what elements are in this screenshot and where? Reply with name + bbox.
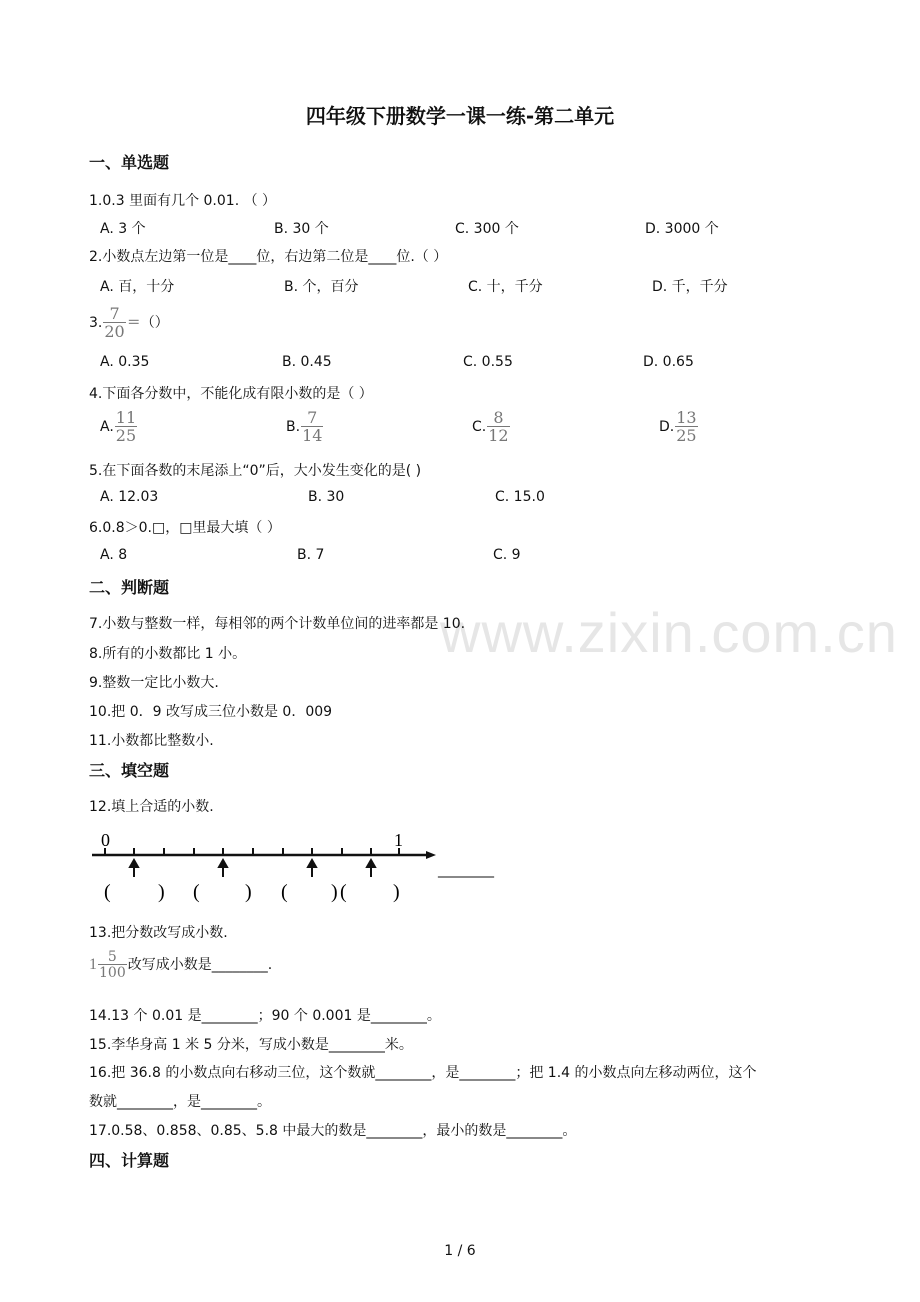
- q5-option-a: A. 12.03: [100, 489, 159, 505]
- page-title: 四年级下册数学一课一练-第二单元: [305, 104, 615, 128]
- number-line-zero-label: 0: [101, 830, 110, 850]
- q4-option-b-fraction: [301, 410, 323, 444]
- q13-whole-number: 1: [89, 956, 97, 973]
- question-5: 5.在下面各数的末尾添上“0”后，大小发生变化的是( ): [89, 463, 422, 479]
- section-heading-calculation: 四、计算题: [89, 1151, 170, 1170]
- q6-option-a: A. 8: [100, 547, 128, 563]
- watermark: www.zixin.com.cn: [440, 601, 898, 664]
- q4-option-a-numerator: 11: [115, 408, 137, 427]
- q4-option-d-fraction: [675, 410, 697, 444]
- q2-option-c: C. 十，千分: [468, 279, 543, 295]
- q4-option-d-numerator: 13: [676, 408, 697, 427]
- svg-text:): ): [331, 881, 338, 903]
- svg-text:(: (: [340, 881, 347, 903]
- q3-option-b: B. 0.45: [282, 354, 332, 370]
- q4-option-b-denominator: 14: [302, 426, 323, 445]
- q4-option-b: [286, 410, 324, 444]
- svg-text:(: (: [104, 881, 111, 903]
- question-17: 17.0.58、0.858、0.85、5.8 中最大的数是________，最小的数是________。: [89, 1123, 577, 1139]
- question-10: 10.把 0．9 改写成三位小数是 0．009: [89, 704, 333, 720]
- q4-option-b-numerator: 7: [307, 408, 318, 427]
- question-3: [89, 306, 169, 340]
- q3-numerator: 7: [109, 304, 120, 323]
- q6-option-c: C. 9: [493, 547, 521, 563]
- q4-option-d: [659, 410, 699, 444]
- q4-option-a: [100, 410, 138, 444]
- q1-option-a: A. 3 个: [100, 221, 146, 237]
- number-line-one-label: 1: [394, 830, 403, 850]
- q3-fraction: [103, 306, 125, 340]
- section-heading-fill-in: 三、填空题: [89, 761, 170, 780]
- number-line-pointer-arrows: [130, 860, 375, 877]
- number-line: [86, 826, 446, 906]
- question-7: 7.小数与整数一样，每相邻的两个计数单位间的进率都是 10.: [89, 616, 466, 632]
- q3-denominator: 20: [104, 322, 125, 341]
- q13-suffix: 改写成小数是________.: [127, 957, 273, 973]
- q4-option-a-label: A.: [100, 419, 114, 435]
- question-4: 4.下面各分数中，不能化成有限小数的是（ ）: [89, 386, 373, 402]
- q3-option-c: C. 0.55: [463, 354, 513, 370]
- q2-option-a: A. 百，十分: [100, 279, 175, 295]
- q4-option-d-label: D.: [659, 419, 675, 435]
- section-heading-true-false: 二、判断题: [89, 578, 170, 597]
- q13-expression: [89, 950, 272, 980]
- q4-option-a-denominator: 25: [115, 426, 137, 445]
- question-9: 9.整数一定比小数大.: [89, 675, 219, 691]
- section-heading-single-choice: 一、单选题: [89, 153, 170, 172]
- q3-option-d: D. 0.65: [643, 354, 694, 370]
- svg-text:): ): [158, 881, 165, 903]
- q3-option-a: A. 0.35: [100, 354, 150, 370]
- svg-text:): ): [393, 881, 400, 903]
- question-11: 11.小数都比整数小.: [89, 733, 214, 749]
- q5-option-b: B. 30: [308, 489, 345, 505]
- q13-numerator: 5: [107, 949, 117, 965]
- q1-option-d: D. 3000 个: [645, 221, 719, 237]
- q1-option-b: B. 30 个: [274, 221, 329, 237]
- question-16-line-2: 数就________，是________。: [89, 1094, 271, 1110]
- svg-text:(: (: [281, 881, 288, 903]
- q4-option-c-numerator: 8: [493, 408, 504, 427]
- svg-text:(: (: [193, 881, 200, 903]
- q1-option-c: C. 300 个: [455, 221, 519, 237]
- q4-option-b-label: B.: [286, 419, 301, 435]
- question-16-line-1: 16.把 36.8 的小数点向右移动三位，这个数就________，是________；把 1.4 的小数点向左移动两位，这个: [89, 1065, 757, 1081]
- question-15: 15.李华身高 1 米 5 分米，写成小数是________米。: [89, 1037, 413, 1053]
- question-13: 13.把分数改写成小数.: [89, 925, 228, 941]
- q5-option-c: C. 15.0: [495, 489, 545, 505]
- question-12: 12.填上合适的小数.: [89, 799, 214, 815]
- svg-text:): ): [245, 881, 252, 903]
- question-2: 2.小数点左边第一位是____位，右边第二位是____位.（ ）: [89, 249, 448, 265]
- question-14: 14.13 个 0.01 是________；90 个 0.001 是________。: [89, 1008, 441, 1024]
- number-line-arrowhead: [426, 851, 436, 859]
- q4-option-a-fraction: [115, 410, 137, 444]
- q4-option-d-denominator: 25: [676, 426, 697, 445]
- q3-suffix: ＝（）: [126, 315, 169, 331]
- q4-option-c-label: C.: [472, 419, 487, 435]
- question-8: 8.所有的小数都比 1 小。: [89, 646, 247, 662]
- q4-option-c: [472, 410, 511, 444]
- question-6: 6.0.8＞0.□，□里最大填（ ）: [89, 520, 281, 536]
- q4-option-c-denominator: 12: [488, 426, 509, 445]
- q2-option-b: B. 个，百分: [284, 279, 359, 295]
- question-1: 1.0.3 里面有几个 0.01. （ ）: [89, 193, 277, 209]
- q4-option-c-fraction: [487, 410, 509, 444]
- page-number: 1 / 6: [444, 1243, 476, 1259]
- q6-option-b: B. 7: [297, 547, 325, 563]
- q13-denominator: 100: [99, 965, 126, 981]
- q12-answer-blank[interactable]: ________: [438, 862, 494, 878]
- q13-fraction: [98, 950, 127, 980]
- q3-prefix: 3.: [89, 315, 103, 331]
- number-line-answer-parentheses: [104, 881, 400, 903]
- q2-option-d: D. 千，千分: [652, 279, 728, 295]
